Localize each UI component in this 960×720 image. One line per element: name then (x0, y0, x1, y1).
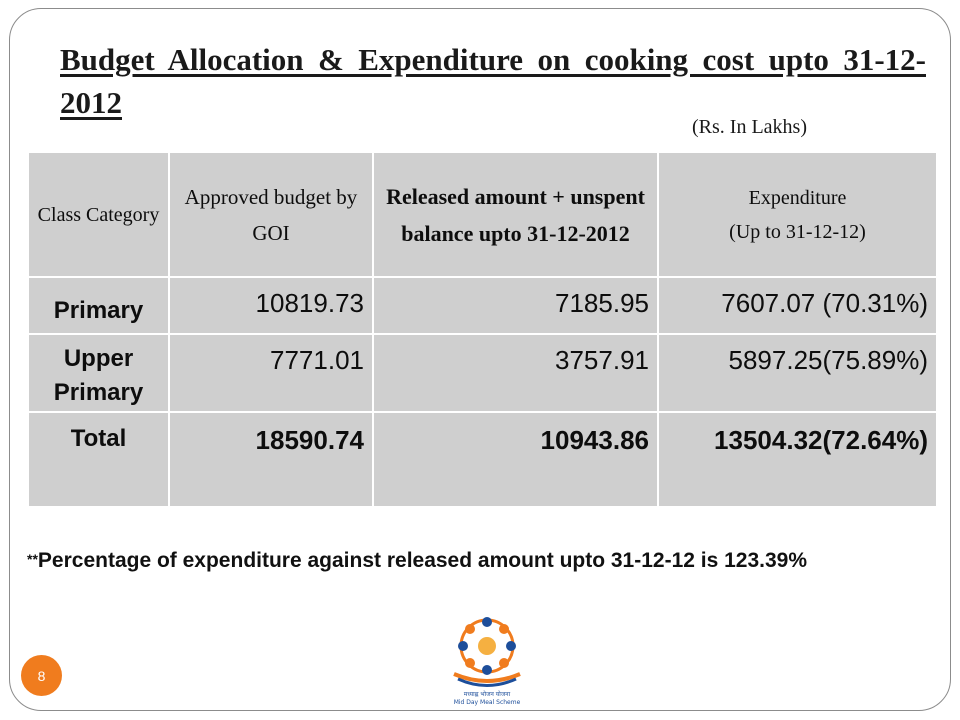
row-expenditure: 13504.32(72.64%) (658, 412, 937, 507)
header-approved-budget: Approved budget by GOI (169, 152, 373, 277)
header-released-amount: Released amount + unspent balance upto 31-12-2012 (373, 152, 658, 277)
logo-caption-hindi: मध्याह्न भोजन योजना (463, 691, 511, 698)
table-row (28, 334, 937, 412)
logo-figures-icon (454, 617, 520, 686)
row-category: Total (28, 412, 169, 507)
units-label: (Rs. In Lakhs) (692, 116, 807, 138)
row-released: 3757.91 (373, 334, 658, 412)
logo-graphic (424, 606, 550, 706)
header-expenditure (658, 152, 937, 277)
table-header-row (28, 152, 937, 277)
footnote-stars: ** (27, 551, 38, 567)
table-row (28, 277, 937, 334)
row-released: 7185.95 (373, 277, 658, 334)
row-expenditure: 5897.25(75.89%) (658, 334, 937, 412)
row-released: 10943.86 (373, 412, 658, 507)
row-category: Primary (28, 277, 169, 334)
budget-table (27, 151, 938, 508)
mid-day-meal-logo (424, 606, 550, 706)
page-number-badge: 8 (21, 655, 62, 696)
row-approved: 10819.73 (169, 277, 373, 334)
row-expenditure: 7607.07 (70.31%) (658, 277, 937, 334)
footnote (27, 545, 937, 575)
row-approved: 7771.01 (169, 334, 373, 412)
header-class-category: Class Category (28, 152, 169, 277)
row-approved: 18590.74 (169, 412, 373, 507)
slide-title: Budget Allocation & Expenditure on cooking cost upto 31-12-2012 (60, 42, 926, 120)
footnote-text: Percentage of expenditure against released amount upto 31-12-12 is 123.39% (37, 549, 808, 572)
table-row-total (28, 412, 937, 507)
header-expenditure-period: (Up to 31-12-12) (729, 220, 866, 243)
logo-caption: Mid Day Meal Scheme (453, 699, 521, 706)
row-category: Upper Primary (28, 334, 169, 412)
header-expenditure-title: Expenditure (748, 186, 847, 209)
